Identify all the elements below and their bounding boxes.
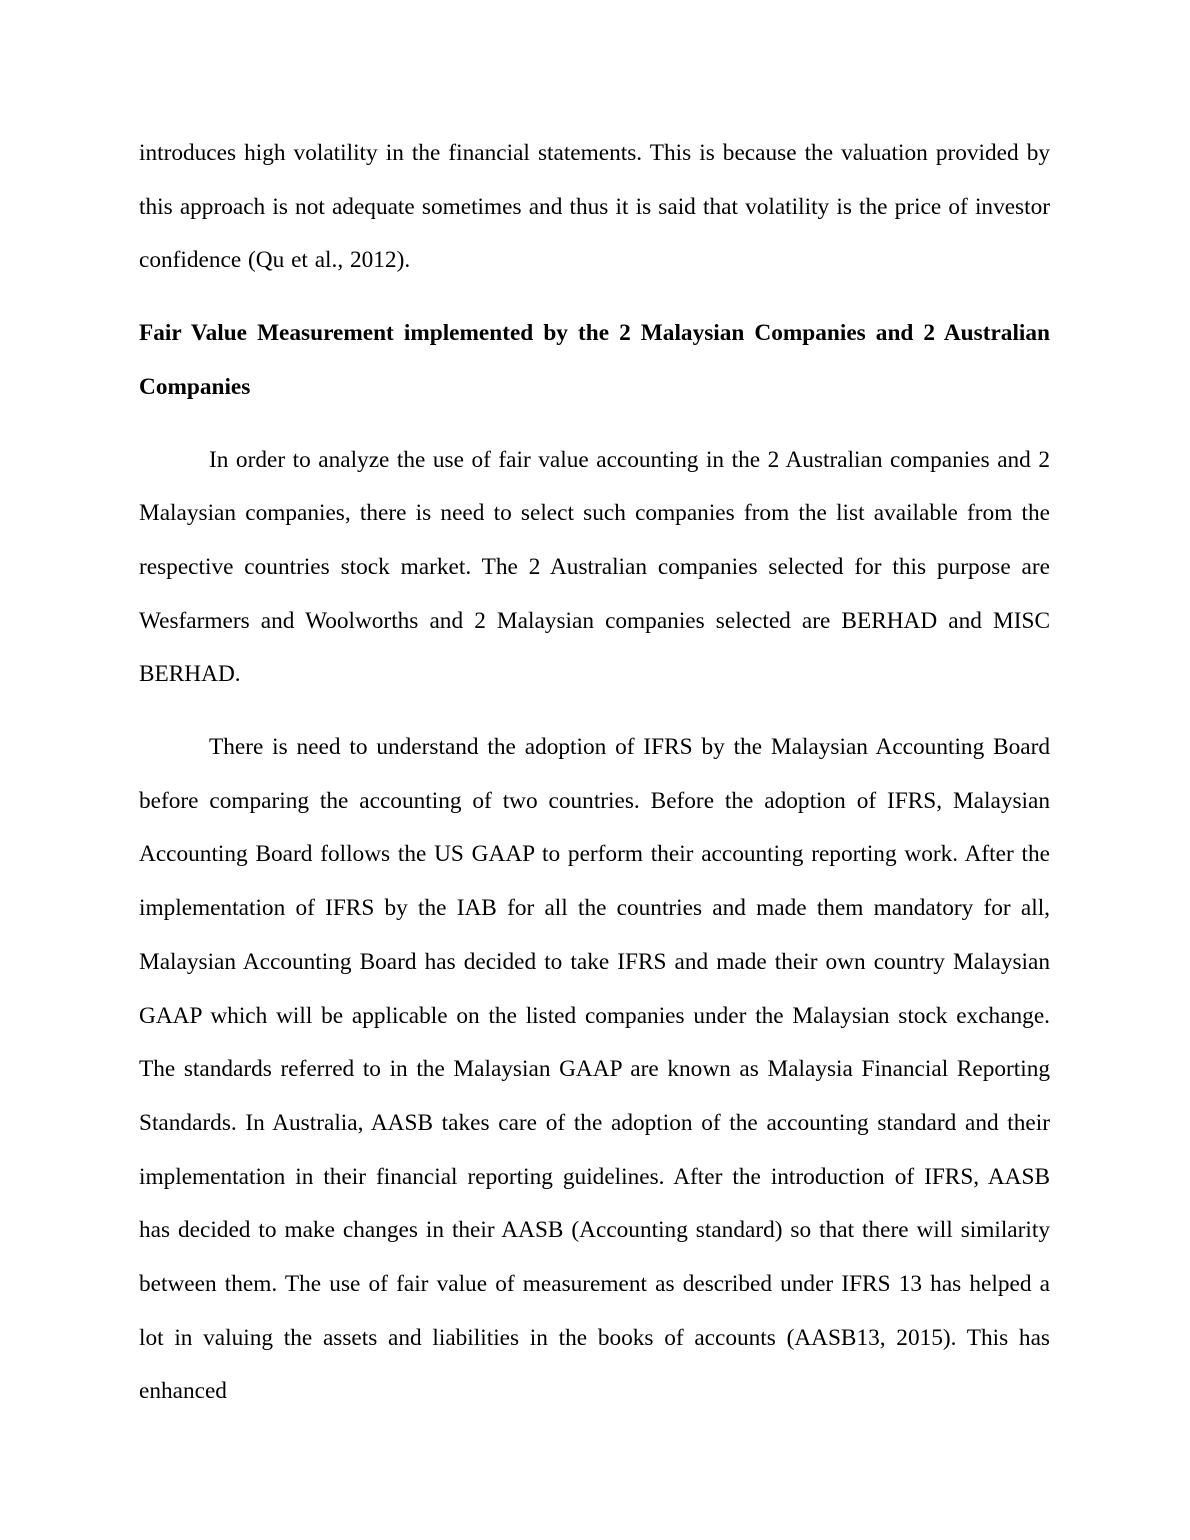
paragraph-volatility: introduces high volatility in the financial statements. This is because the valuation provided by this approach is not adequate sometimes and thus it is said that volatility is the price of investor confidence (Qu et al., 2012). xyxy=(139,140,1050,274)
paragraph-company-selection: In order to analyze the use of fair value accounting in the 2 Australian companies and 2 Malaysian companies, there is need to select such companies from the list available from the respective countries stock market. The 2 Australian companies selected for this purpose are Wesfarmers and Woolworths and 2 Malaysian companies selected are BERHAD and MISC BERHAD. xyxy=(139,446,1050,688)
section-heading-fair-value: Fair Value Measurement implemented by the 2 Malaysian Companies and 2 Australian Companies xyxy=(139,320,1050,400)
paragraph-ifrs-adoption: There is need to understand the adoption of IFRS by the Malaysian Accounting Board before comparing the accounting of two countries. Before the adoption of IFRS, Malaysian Accounting Board follows the US GAAP to perform their accounting reporting work. After the implementation of IFRS by the IAB for all the countries and made them mandatory for all, Malaysian Accounting Board has decided to take IFRS and made their own country Malaysian GAAP which will be applicable on the listed companies under the Malaysian stock exchange. The standards referred to in the Malaysian GAAP are known as Malaysia Financial Reporting Standards. In Australia, AASB takes care of the adoption of the accounting standard and their implementation in their financial reporting guidelines. After the introduction of IFRS, AASB has decided to make changes in their AASB (Accounting standard) so that there will similarity between them. The use of fair value of measurement as described under IFRS 13 has helped a lot in valuing the assets and liabilities in the books of accounts (AASB13, 2015). This has enhanced xyxy=(139,734,1050,1405)
